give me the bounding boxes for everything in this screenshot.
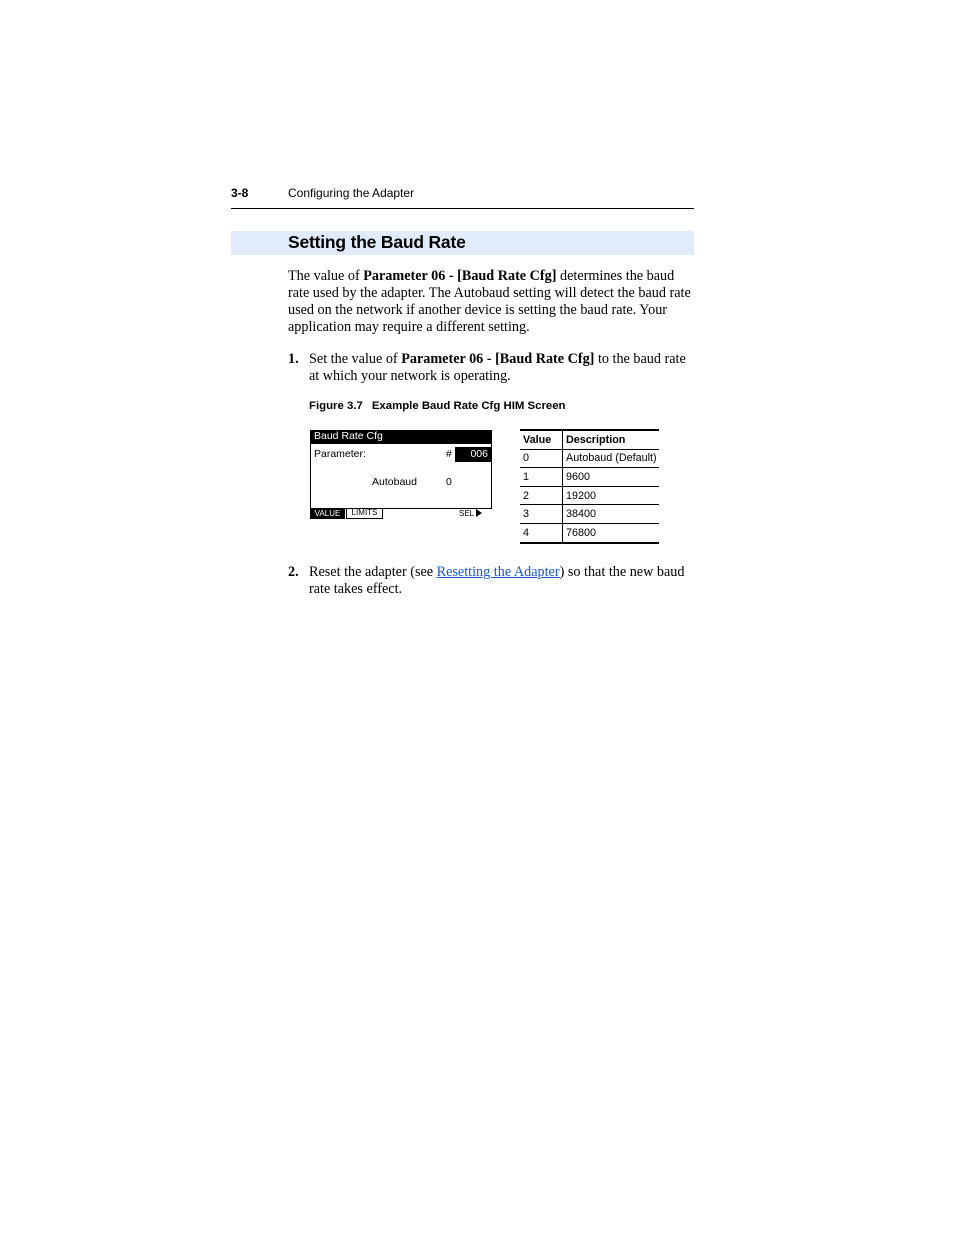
figure-caption <box>309 400 566 412</box>
running-header <box>231 185 694 209</box>
section-heading-bar <box>231 231 694 255</box>
step-text-start: Reset the adapter (see <box>309 564 437 580</box>
him-value-name: Autobaud <box>372 476 417 488</box>
resetting-the-adapter-link[interactable]: Resetting the Adapter <box>436 564 560 580</box>
him-screen <box>310 430 492 509</box>
figure-title: Example Baud Rate Cfg HIM Screen <box>371 400 566 412</box>
step-text-end: ) so that the new baud rate takes effect. <box>309 564 685 597</box>
step-text <box>309 351 694 385</box>
him-hash-sign: # <box>446 448 452 460</box>
step-text-end: to the baud rate at which your network is operating. <box>309 351 686 384</box>
him-title: Baud Rate Cfg <box>314 430 383 442</box>
table-header-row <box>520 430 659 449</box>
table-header-value: Value <box>520 430 563 449</box>
step-number: 1. <box>288 351 299 367</box>
table-header-description: Description <box>563 430 660 449</box>
baud-rate-value-table <box>520 429 659 544</box>
table-row <box>520 449 659 468</box>
chapter-title: Configuring the Adapter <box>288 186 415 200</box>
him-value-number: 0 <box>446 476 452 488</box>
table-cell-description: 19200 <box>563 486 660 505</box>
table-cell-value: 2 <box>520 486 563 505</box>
table-row <box>520 523 659 542</box>
intro-text-end: determines the baud rate used by the adapter. The Autobaud setting will detect the baud rate used on the network if another device is setting the baud rate. Your application may require a different setting. <box>288 268 691 335</box>
table-cell-description: Autobaud (Default) <box>563 449 660 468</box>
him-softkey-limits: LIMITS <box>346 508 383 519</box>
table-cell-value: 4 <box>520 523 563 542</box>
step-text <box>309 564 694 598</box>
him-softkey-value: VALUE <box>310 508 345 519</box>
table-cell-value: 3 <box>520 505 563 524</box>
him-parameter-number: 006 <box>470 448 488 460</box>
step-text-start: Set the value of <box>309 351 402 367</box>
him-parameter-label: Parameter: <box>314 448 366 460</box>
step-parameter-name: Parameter 06 - [Baud Rate Cfg] <box>401 351 595 367</box>
table-cell-description: 9600 <box>563 468 660 487</box>
triangle-right-icon <box>476 509 482 517</box>
table-row <box>520 486 659 505</box>
him-softkey-sel <box>459 508 482 519</box>
figure-label: Figure 3.7 <box>309 400 363 412</box>
page-number: 3-8 <box>231 186 249 200</box>
table-row <box>520 468 659 487</box>
intro-paragraph <box>288 268 694 336</box>
table-cell-value: 1 <box>520 468 563 487</box>
table-cell-value: 0 <box>520 449 563 468</box>
him-softkey-bar <box>310 508 492 520</box>
him-title-bar <box>310 430 492 444</box>
table-row <box>520 505 659 524</box>
him-softkey-sel-label: SEL <box>459 509 475 518</box>
him-parameter-number-box <box>455 447 492 462</box>
step-number: 2. <box>288 564 299 580</box>
section-title: Setting the Baud Rate <box>288 232 466 252</box>
table-cell-description: 76800 <box>563 523 660 542</box>
intro-text-start: The value of <box>288 268 364 284</box>
table-cell-description: 38400 <box>563 505 660 524</box>
intro-parameter-name: Parameter 06 - [Baud Rate Cfg] <box>363 268 557 284</box>
